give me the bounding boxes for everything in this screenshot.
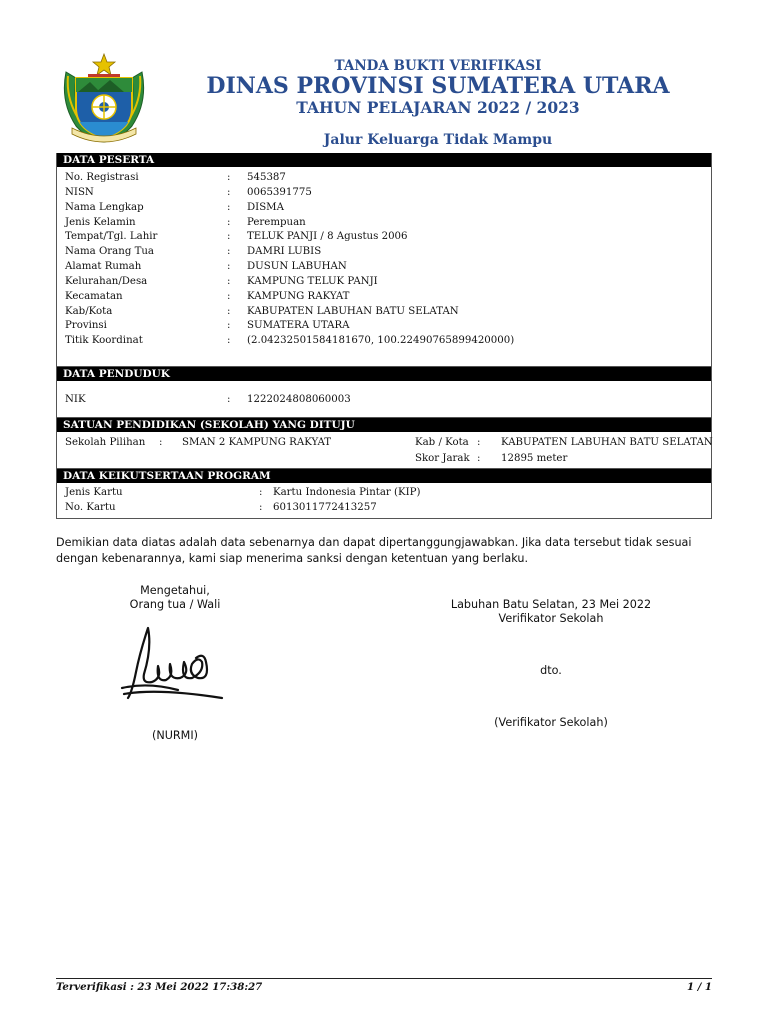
row-colon: : [159,437,163,448]
row-label: Nama Orang Tua [65,246,155,258]
sign-right-place-date: Labuhan Batu Selatan, 23 Mei 2022 [450,598,652,611]
row-value: KAMPUNG TELUK PANJI [247,275,378,287]
row-provinsi [57,319,711,334]
row-nik [57,393,711,408]
skor-jarak-label: Skor Jarak [415,453,470,464]
row-colon: : [477,453,481,464]
sign-left-line1: Mengetahui, [140,584,210,597]
provincial-emblem-icon [58,52,150,144]
row-label: NIK [65,394,86,405]
sign-left-name: (NURMI) [151,729,198,742]
row-alamat-rumah [57,260,711,275]
row-value: DUSUN LABUHAN [247,261,347,273]
no-kartu-label: No. Kartu [65,502,116,513]
section-title: SATUAN PENDIDIKAN (SEKOLAH) YANG DITUJU [57,418,711,432]
row-nama-lengkap [57,201,711,216]
row-colon: : [227,216,231,228]
row-value: TELUK PANJI / 8 Agustus 2006 [247,231,408,243]
row-value: KABUPATEN LABUHAN BATU SELATAN [247,305,459,317]
kab-kota-label: Kab / Kota [415,437,469,448]
section-title: DATA KEIKUTSERTAAN PROGRAM [57,469,711,483]
doc-title-year: TAHUN PELAJARAN 2022 / 2023 [296,98,580,117]
doc-jalur: Jalur Keluarga Tidak Mampu [323,132,553,148]
sign-right-dto: dto. [540,664,562,677]
handwritten-signature [118,622,228,708]
row-colon: : [227,275,231,287]
no-kartu-value: 6013011772413257 [273,502,377,513]
row-value: Perempuan [247,216,306,228]
kab-kota-value: KABUPATEN LABUHAN BATU SELATAN [501,437,713,448]
row-colon: : [259,487,263,498]
row-colon: : [259,502,263,513]
row-tempat-tgl-lahir [57,230,711,245]
sekolah-pilihan-label: Sekolah Pilihan [65,437,146,448]
row-value: 545387 [247,172,286,183]
row-label: Kecamatan [65,290,123,302]
sign-right-name: (Verifikator Sekolah) [494,716,608,729]
row-label: NISN [65,186,94,198]
sekolah-pilihan-value: SMAN 2 KAMPUNG RAKYAT [182,437,332,448]
program-body [57,483,711,519]
row-value: DISMA [247,201,284,213]
row-label: Titik Koordinat [65,335,143,347]
footer-divider [56,978,712,979]
section-keikutsertaan-program [56,469,712,519]
statement-paragraph: Demikian data diatas adalah data sebenarnya dan dapat dipertanggungjawabkan. Jika data tersebut tidak sesuai dengan kebenarannya, kami siap menerima sanksi dengan ketentuan yang berlaku. [56,536,692,565]
section-data-peserta [56,153,712,367]
skor-jarak-value: 12895 meter [501,453,568,464]
row-value: KAMPUNG RAKYAT [247,290,350,302]
row-label: Tempat/Tgl. Lahir [65,231,158,243]
section-title: DATA PESERTA [57,153,711,167]
doc-title-institution: DINAS PROVINSI SUMATERA UTARA [206,73,670,99]
row-colon: : [227,261,231,273]
row-colon: : [227,320,231,332]
row-colon: : [477,437,481,448]
row-label: Jenis Kelamin [65,216,136,228]
row-colon: : [227,172,231,183]
doc-title-line1: TANDA BUKTI VERIFIKASI [334,58,542,74]
row-value: 0065391775 [247,186,312,198]
row-colon: : [227,394,231,405]
row-nisn [57,186,711,201]
section-data-penduduk [56,367,712,418]
row-value: DAMRI LUBIS [247,246,322,258]
row-jenis-kelamin [57,216,711,231]
row-colon: : [227,246,231,258]
row-label: Kab/Kota [65,305,113,317]
sign-left-line2: Orang tua / Wali [129,598,221,611]
row-label: Kelurahan/Desa [65,275,148,287]
sekolah-body [57,432,711,469]
row-colon: : [227,305,231,317]
row-label: No. Registrasi [65,172,139,183]
row-label: Provinsi [65,320,107,332]
row-label: Alamat Rumah [65,261,142,273]
jenis-kartu-value: Kartu Indonesia Pintar (KIP) [273,487,421,498]
footer-page-number: 1 / 1 [687,981,712,993]
row-nama-orang-tua [57,245,711,260]
section-sekolah-dituju [56,418,712,469]
row-kab-kota [57,305,711,320]
sign-right-role: Verifikator Sekolah [498,612,604,625]
row-colon: : [227,335,231,347]
peserta-rows [57,167,711,349]
row-titik-koordinat [57,334,711,349]
row-colon: : [227,201,231,213]
row-kecamatan [57,290,711,305]
section-title: DATA PENDUDUK [57,367,711,381]
row-label: Nama Lengkap [65,201,144,213]
row-value: (2.04232501584181670, 100.22490765899420000) [247,335,515,347]
footer-verified-timestamp: Terverifikasi : 23 Mei 2022 17:38:27 [56,981,263,993]
row-colon: : [227,231,231,243]
row-colon: : [227,186,231,198]
row-colon: : [227,290,231,302]
jenis-kartu-label: Jenis Kartu [65,487,123,498]
row-kelurahan-desa [57,275,711,290]
row-value: SUMATERA UTARA [247,320,350,332]
row-no-registrasi [57,171,711,186]
row-value: 1222024808060003 [247,394,351,405]
